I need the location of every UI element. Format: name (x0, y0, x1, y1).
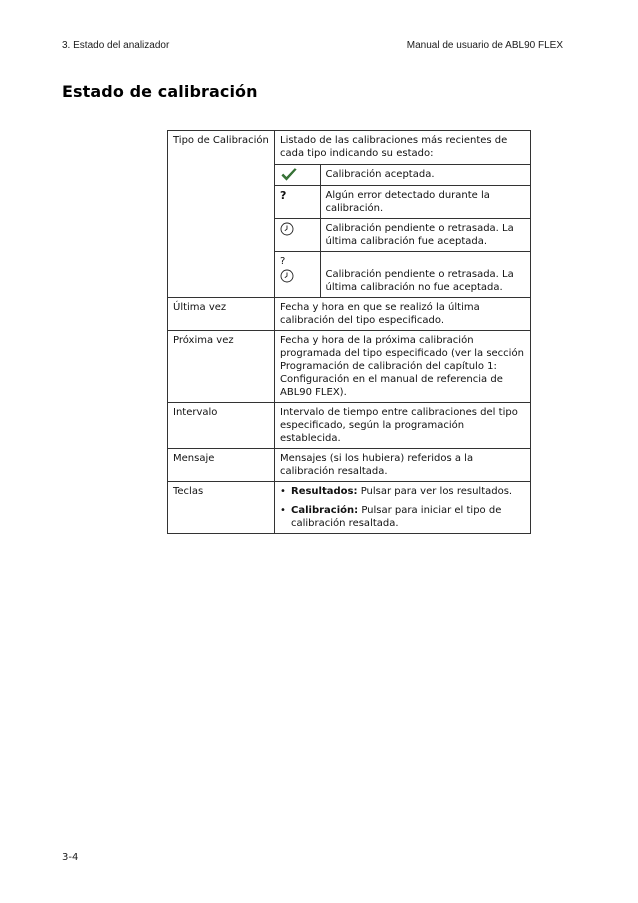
status-text: Calibración pendiente o retrasada. La última calibración fue aceptada. (320, 219, 530, 252)
tipo-description: Listado de las calibraciones más recientes de cada tipo indicando su estado: (280, 135, 508, 159)
list-item (280, 485, 525, 498)
question-mark-icon: ? (280, 189, 287, 202)
row-content: Mensajes (si los hubiera) referidos a la calibración resaltada. (275, 449, 531, 482)
key-description: Pulsar para ver los resultados. (360, 486, 513, 497)
row-content: Intervalo de tiempo entre calibraciones del tipo especificado, según la programación establecida. (275, 403, 531, 449)
row-content: Fecha y hora en que se realizó la última calibración del tipo especificado. (275, 298, 531, 331)
row-label: Última vez (168, 298, 275, 331)
key-name: Resultados: (291, 486, 358, 497)
key-description: Pulsar para iniciar el tipo de calibración resaltada. (291, 505, 502, 529)
table-row (168, 298, 531, 331)
key-name: Calibración: (291, 505, 359, 516)
row-label: Tipo de Calibración (168, 131, 275, 298)
status-text: Calibración aceptada. (320, 165, 530, 186)
table-row (168, 449, 531, 482)
bullet-icon: • (280, 505, 286, 516)
check-icon (280, 168, 298, 182)
row-content (275, 131, 531, 298)
status-legend (275, 164, 530, 297)
table-row-tipo (168, 131, 531, 298)
running-header-chapter: 3. Estado del analizador (62, 40, 170, 51)
bullet-icon: • (280, 486, 286, 497)
table-row (168, 331, 531, 403)
table-row-teclas (168, 482, 531, 534)
status-text: Calibración pendiente o retrasada. La última calibración no fue aceptada. (320, 252, 530, 298)
clock-icon (280, 269, 294, 283)
row-label: Intervalo (168, 403, 275, 449)
row-label: Próxima vez (168, 331, 275, 403)
section-title: Estado de calibración (62, 82, 258, 101)
row-label: Teclas (168, 482, 275, 534)
status-row (275, 186, 530, 219)
question-mark-icon: ? (280, 256, 286, 267)
row-label: Mensaje (168, 449, 275, 482)
calibration-status-table (167, 130, 531, 534)
status-row (275, 219, 530, 252)
page-number: 3-4 (62, 852, 79, 863)
status-row (275, 252, 530, 298)
row-content: Fecha y hora de la próxima calibración programada del tipo especificado (ver la sección Programación de calibración del capítulo 1: Configuración en el manual de referencia de ABL90 FLEX). (275, 331, 531, 403)
row-content (275, 482, 531, 534)
status-text: Algún error detectado durante la calibración. (320, 186, 530, 219)
running-header-manual: Manual de usuario de ABL90 FLEX (406, 40, 563, 51)
keys-list (280, 485, 525, 530)
list-item (280, 504, 525, 530)
clock-icon (280, 222, 294, 236)
table-row (168, 403, 531, 449)
status-row (275, 165, 530, 186)
